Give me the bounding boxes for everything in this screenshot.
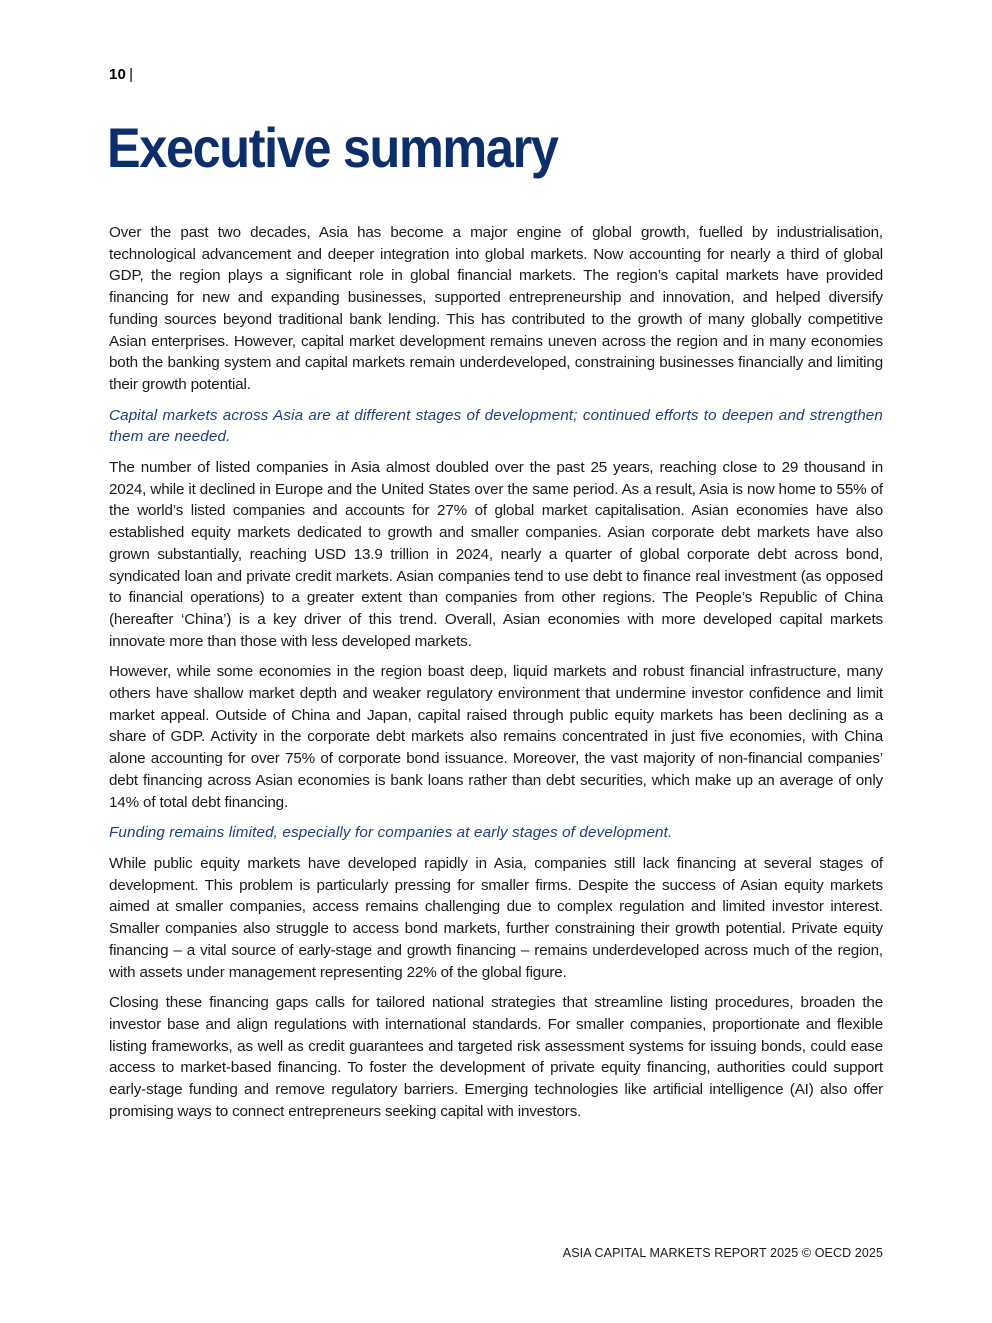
body-content xyxy=(109,222,883,1131)
page-header xyxy=(109,66,133,83)
paragraph-listed-companies: The number of listed companies in Asia almost doubled over the past 25 years, reaching close to 29 thousand in 2024, while it declined in Europe and the United States over the same period. As a result, Asia is now home to 55% of the world’s listed companies and accounts for 27% of global market capitalisation. Asian economies have also established equity markets dedicated to growth and smaller companies. Asian corporate debt markets have also grown substantially, reaching USD 13.9 trillion in 2024, nearly a quarter of global corporate debt across bond, syndicated loan and private credit markets. Asian companies tend to use debt to finance real investment (as opposed to financial operations) to a greater extent than companies from other regions. The People’s Republic of China (hereafter ‘China’) is a key driver of this trend. Overall, Asian economies with more developed capital markets innovate more than those with less developed markets. xyxy=(109,459,883,650)
paragraph-market-depth: However, while some economies in the region boast deep, liquid markets and robust financial infrastructure, many others have shallow market depth and weaker regulatory environment that undermine investor confidence and limit market appeal. Outside of China and Japan, capital raised through public equity markets has been declining as a share of GDP. Activity in the corporate debt markets also remains concentrated in just five economies, with China alone accounting for over 75% of corporate bond issuance. Moreover, the vast majority of non-financial companies’ debt financing across Asian economies is bank loans rather than debt securities, which make up an average of only 14% of total debt financing. xyxy=(109,663,883,811)
paragraph-policy-recommendations: Closing these financing gaps calls for tailored national strategies that streamline listing procedures, broaden the investor base and align regulations with international standards. For smaller companies, proportionate and flexible listing frameworks, as well as credit guarantees and targeted risk assessment systems for issuing bonds, could ease access to market-based financing. To foster the development of private equity financing, authorities could support early-stage funding and remove regulatory barriers. Emerging technologies like artificial intelligence (AI) also offer promising ways to connect entrepreneurs seeking capital with investors. xyxy=(109,994,883,1120)
page-footer: ASIA CAPITAL MARKETS REPORT 2025 © OECD 2025 xyxy=(562,1246,883,1260)
subheading-development-stages: Capital markets across Asia are at different stages of development; continued efforts to deepen and strengthen them are needed. xyxy=(109,406,883,446)
paragraph-financing-gaps: While public equity markets have developed rapidly in Asia, companies still lack financing at several stages of development. This problem is particularly pressing for smaller firms. Despite the success of Asian equity markets aimed at smaller companies, access remains challenging due to complex regulation and limited investor interest. Smaller companies also struggle to access bond markets, further constraining their growth potential. Private equity financing – a vital source of early-stage and growth financing – remains underdeveloped across much of the region, with assets under management representing 22% of the global figure. xyxy=(109,854,883,981)
intro-paragraph: Over the past two decades, Asia has become a major engine of global growth, fuelled by industrialisation, technological advancement and deeper integration into global markets. Now accounting for nearly a third of global GDP, the region plays a significant role in global financial markets. The region’s capital markets have provided financing for new and expanding businesses, supported entrepreneurship and innovation, and helped diversify funding sources beyond traditional bank lending. This has contributed to the growth of many globally competitive Asian enterprises. However, capital market development remains uneven across the region and in many economies both the banking system and capital markets remain underdeveloped, constraining businesses financially and limiting their growth potential. xyxy=(109,224,883,393)
page-number: 10 xyxy=(109,66,127,83)
page-title: Executive summary xyxy=(107,116,558,179)
header-separator: | xyxy=(129,66,134,83)
subheading-funding-limited: Funding remains limited, especially for companies at early stages of development. xyxy=(109,824,673,842)
